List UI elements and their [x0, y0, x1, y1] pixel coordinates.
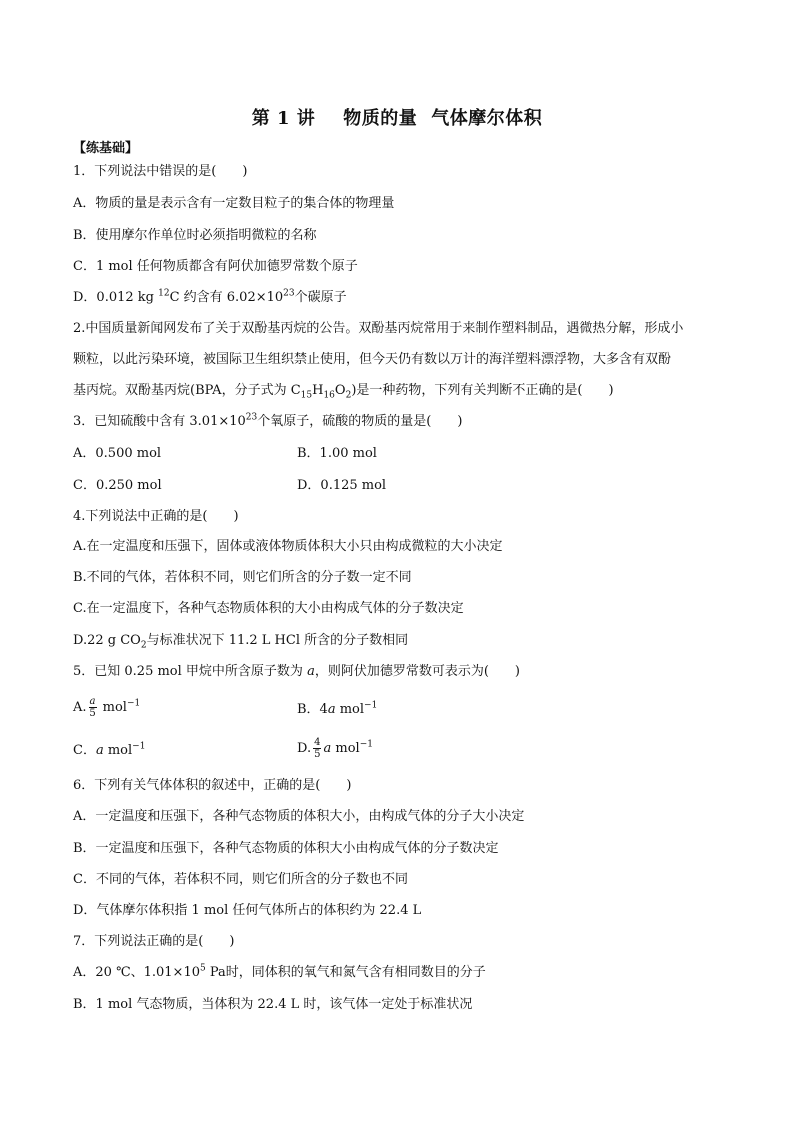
q5-d-num: 4 — [314, 737, 321, 748]
q2-sub-h: 16 — [323, 390, 335, 401]
page-title — [0, 104, 794, 130]
q1-d-text-1: D．0.012 kg — [73, 290, 159, 305]
title-topic-2: 气体摩尔体积 — [431, 108, 543, 129]
q2-line-2: 颗粒，以此污染环境，被国际卫生组织禁止使用，但今天仍有数以万计的海洋塑料漂浮物，大多含有双酚 — [73, 352, 672, 367]
q1-stem: 1．下列说法中错误的是( ) — [73, 164, 248, 179]
q6-option-b: B．一定温度和压强下，各种气态物质的体积大小由构成气体的分子数决定 — [73, 841, 499, 856]
q5-c-label: C． — [73, 743, 96, 758]
q5-d-fraction — [313, 737, 321, 760]
q3-option-d: D．0.125 mol — [297, 478, 387, 493]
q4-option-d — [73, 631, 408, 651]
q4-option-a: A.在一定温度和压强下，固体或液体物质体积大小只由构成微粒的大小决定 — [73, 539, 503, 554]
title-topic-1: 物质的量 — [343, 108, 418, 129]
q4-stem: 4.下列说法中正确的是( ) — [73, 509, 239, 524]
q5-a-num: a — [89, 696, 96, 707]
q5-text-2: ，则阿伏加德罗常数可表示为( ) — [314, 664, 520, 679]
q7-a-text-1: A．20 ℃、1.01×10 — [73, 965, 200, 980]
q2-line-1: 2.中国质量新闻网发布了关于双酚基丙烷的公告。双酚基丙烷常用于来制作塑料制品，遇微热分解，形成小 — [73, 321, 684, 336]
q2-sub-c: 15 — [300, 390, 313, 401]
q3-text-1: 3．已知硫酸中含有 3.01×10 — [73, 414, 246, 429]
q5-a-unit: mol — [102, 700, 127, 715]
q1-d-exponent: 23 — [283, 288, 295, 299]
q5-d-var: a — [323, 741, 332, 756]
q1-option-d — [73, 288, 347, 308]
q2-sub-o: 2 — [345, 390, 352, 401]
q5-c-var: a — [95, 743, 104, 758]
q1-option-c: C．1 mol 任何物质都含有阿伏加德罗常数个原子 — [73, 259, 358, 274]
q3-text-2: 个氧原子，硫酸的物质的量是( ) — [257, 414, 463, 429]
q5-b-var: a — [327, 702, 336, 717]
title-lecture: 第 1 讲 — [251, 108, 316, 129]
q3-option-b: B．1.00 mol — [297, 446, 377, 461]
section-heading: 【练基础】 — [73, 141, 139, 156]
q5-c-unit: mol — [107, 743, 133, 758]
q7-option-b: B．1 mol 气态物质，当体积为 22.4 L 时，该气体一定处于标准状况 — [73, 997, 473, 1012]
q5-a-den: 5 — [89, 708, 96, 719]
q2-line-3 — [73, 381, 614, 401]
q1-d-text-2: C 约含有 6.02×10 — [169, 290, 284, 305]
q5-d-den: 5 — [314, 749, 321, 760]
q7-a-exp: 5 — [200, 963, 206, 974]
q5-d-exp: −1 — [359, 739, 373, 750]
q6-option-d: D．气体摩尔体积指 1 mol 任何气体所占的体积约为 22.4 L — [73, 903, 422, 918]
q7-a-text-2: Pa时，同体积的氧气和氮气含有相同数目的分子 — [205, 965, 486, 980]
q3-option-c: C．0.250 mol — [73, 478, 162, 493]
q3-option-a: A．0.500 mol — [73, 446, 162, 461]
q2-o: O — [334, 383, 346, 398]
q1-d-isotope: 12 — [158, 288, 170, 299]
q2-text-2: )是一种药物，下列有关判断不正确的是( ) — [351, 383, 614, 398]
q5-a-exp: −1 — [126, 698, 141, 709]
q5-b-exp: −1 — [364, 700, 378, 711]
q6-option-a: A．一定温度和压强下，各种气态物质的体积大小，由构成气体的分子大小决定 — [73, 809, 525, 824]
q5-c-exp: −1 — [132, 741, 146, 752]
q5-option-a — [73, 696, 140, 719]
q5-a-fraction — [89, 696, 97, 719]
q2-h: H — [312, 383, 324, 398]
q4-d-text-2: 与标准状况下 11.2 L HCl 所含的分子数相同 — [146, 633, 409, 648]
q5-text-1: 5．已知 0.25 mol 甲烷中所含原子数为 — [73, 664, 308, 679]
q6-option-c: C．不同的气体，若体积不同，则它们所含的分子数也不同 — [73, 872, 408, 887]
q6-stem: 6．下列有关气体体积的叙述中，正确的是( ) — [73, 778, 352, 793]
q5-b-unit: mol — [339, 702, 365, 717]
q5-option-d — [297, 737, 373, 760]
q7-stem: 7．下列说法正确的是( ) — [73, 934, 235, 949]
q2-text-1: 基丙烷。双酚基丙烷(BPA，分子式为 C — [73, 383, 301, 398]
q5-option-b — [297, 700, 377, 720]
q5-d-label: D. — [297, 741, 312, 756]
q5-d-unit: mol — [335, 741, 360, 756]
q4-d-sub: 2 — [140, 640, 147, 651]
q5-option-c — [73, 741, 145, 761]
q3-stem — [73, 412, 462, 432]
q4-option-c: C.在一定温度下，各种气态物质体积的大小由构成气体的分子数决定 — [73, 601, 464, 616]
q1-d-text-3: 个碳原子 — [294, 290, 347, 305]
q5-var: a — [307, 664, 315, 679]
q4-d-text-1: D.22 g CO — [73, 633, 141, 648]
q1-option-b: B．使用摩尔作单位时必须指明微粒的名称 — [73, 228, 317, 243]
q5-b-label: B．4 — [297, 702, 328, 717]
q5-stem — [73, 662, 520, 682]
q4-option-b: B.不同的气体，若体积不同，则它们所含的分子数一定不同 — [73, 570, 412, 585]
q3-exponent: 23 — [245, 412, 258, 423]
q5-a-label: A. — [73, 700, 87, 715]
q7-option-a — [73, 963, 486, 983]
q1-option-a: A．物质的量是表示含有一定数目粒子的集合体的物理量 — [73, 196, 395, 211]
